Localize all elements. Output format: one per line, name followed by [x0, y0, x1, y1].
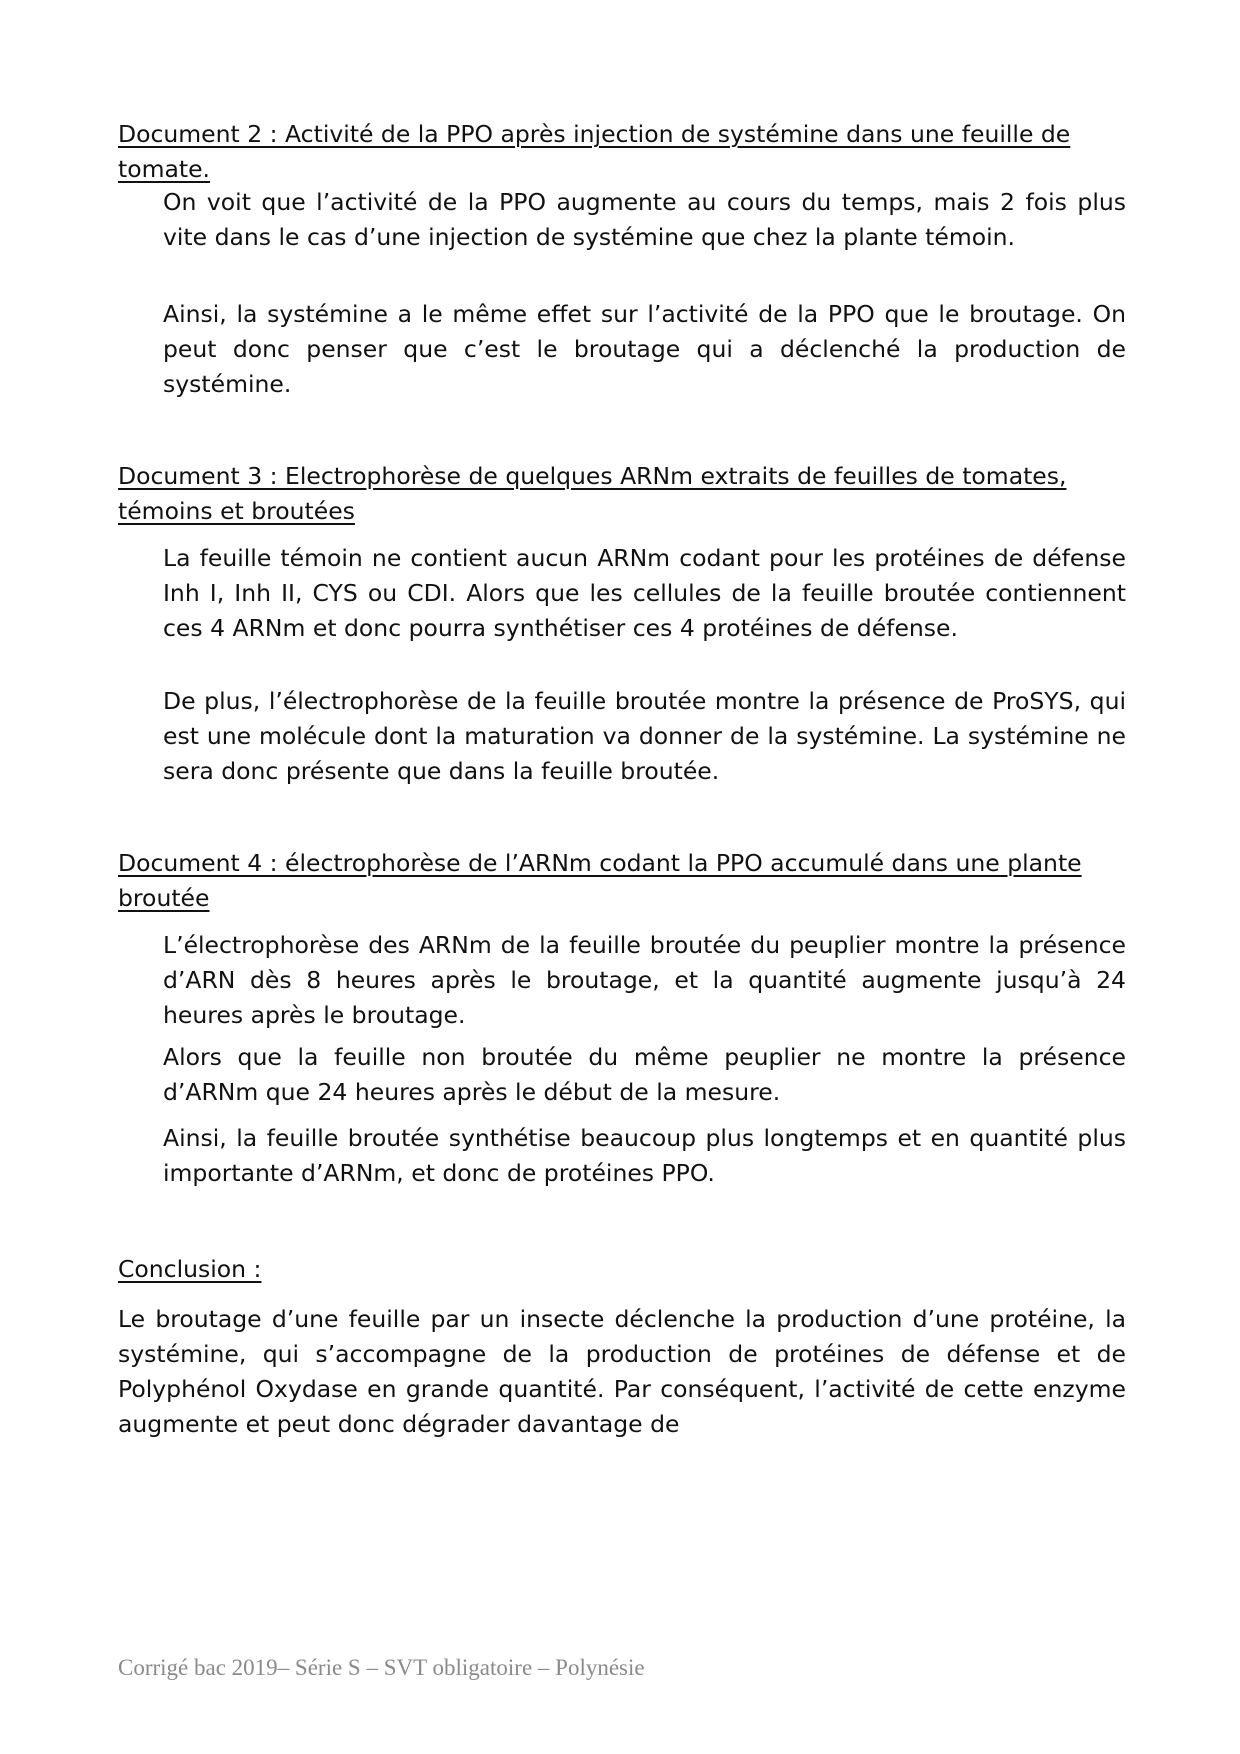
conclusion-heading: Conclusion :: [118, 1255, 262, 1283]
doc4-paragraph-2: Alors que la feuille non broutée du même peuplier ne montre la présence d’ARNm que 24 heures après le début de la mesure.: [163, 1043, 1126, 1106]
doc4-heading: Document 4 : électrophorèse de l’ARNm codant la PPO accumulé dans une plante broutée: [118, 849, 1082, 912]
conclusion-paragraph: Le broutage d’une feuille par un insecte déclenche la production d’une protéine, la systémine, qui s’accompagne de la production de protéines de défense et de Polyphénol Oxydase en grande quantité. Par conséquent, l’activité de cette enzyme augmente et peut donc dégrader davantage de: [118, 1305, 1126, 1438]
doc4-paragraph-1: L’électrophorèse des ARNm de la feuille broutée du peuplier montre la présence d’ARN dès 8 heures après le broutage, et la quantité augmente jusqu’à 24 heures après le broutage.: [163, 931, 1126, 1029]
doc3-paragraph-1: La feuille témoin ne contient aucun ARNm codant pour les protéines de défense Inh I, Inh II, CYS ou CDI. Alors que les cellules de la feuille broutée contiennent ces 4 ARNm et donc pourra synthétiser ces 4 protéines de défense.: [163, 544, 1126, 642]
page-footer: Corrigé bac 2019– Série S – SVT obligatoire – Polynésie: [118, 1655, 645, 1680]
doc2-paragraph-2: Ainsi, la systémine a le même effet sur l’activité de la PPO que le broutage. On peut donc penser que c’est le broutage qui a déclenché la production de systémine.: [163, 300, 1126, 398]
doc4-paragraph-3: Ainsi, la feuille broutée synthétise beaucoup plus longtemps et en quantité plus importante d’ARNm, et donc de protéines PPO.: [163, 1124, 1126, 1187]
doc3-heading: Document 3 : Electrophorèse de quelques ARNm extraits de feuilles de tomates, témoins et broutées: [118, 462, 1067, 525]
doc3-paragraph-2: De plus, l’électrophorèse de la feuille broutée montre la présence de ProSYS, qui est une molécule dont la maturation va donner de la systémine. La systémine ne sera donc présente que dans la feuille broutée.: [163, 687, 1126, 785]
doc2-paragraph-1: On voit que l’activité de la PPO augmente au cours du temps, mais 2 fois plus vite dans le cas d’une injection de systémine que chez la plante témoin.: [163, 188, 1126, 251]
doc2-heading: Document 2 : Activité de la PPO après injection de systémine dans une feuille de tomate.: [118, 120, 1071, 183]
